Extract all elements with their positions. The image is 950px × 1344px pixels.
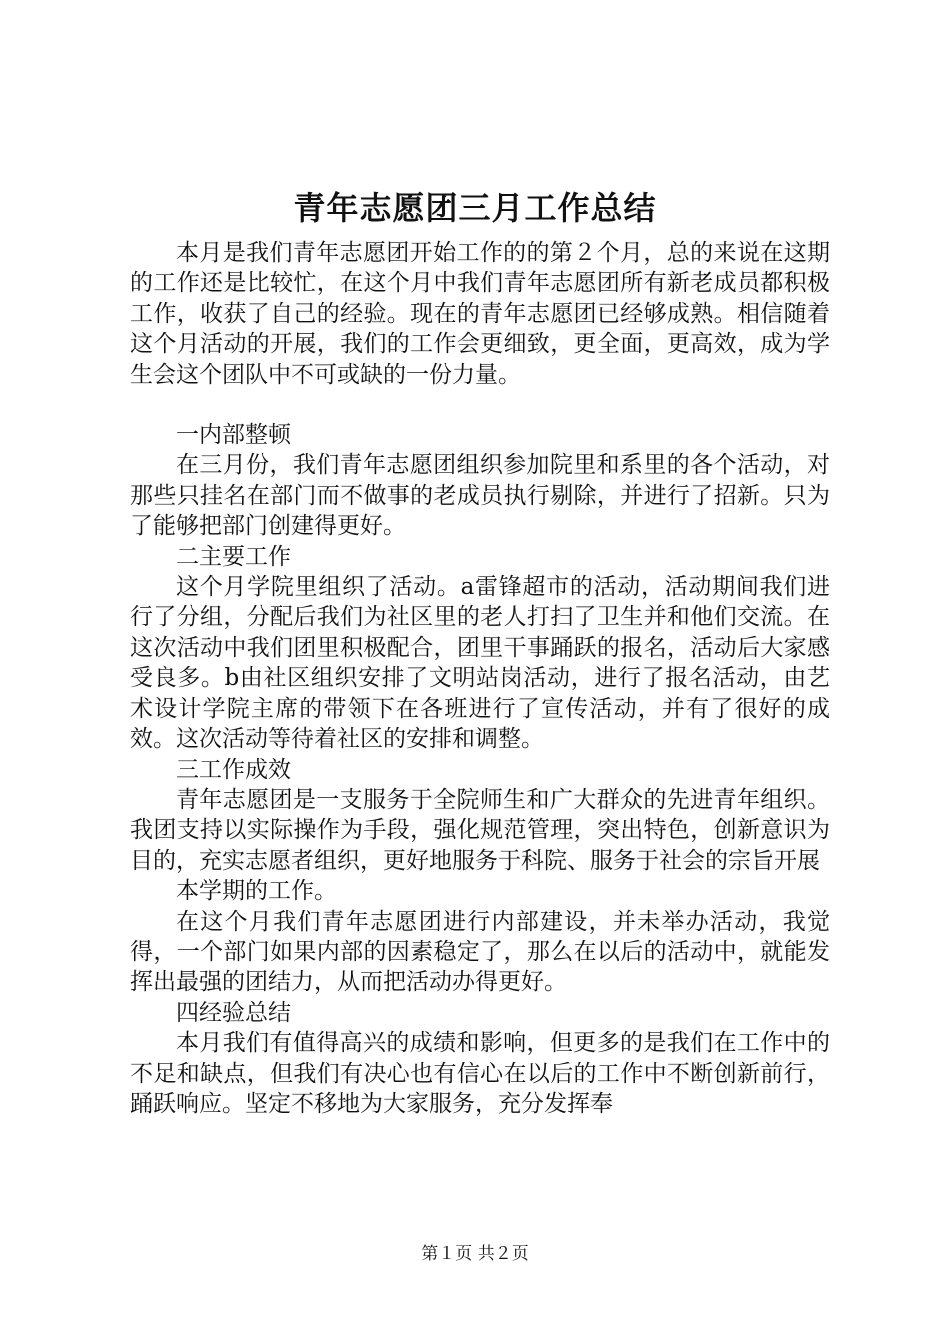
section-paragraph: 在这个月我们青年志愿团进行内部建设，并未举办活动，我觉得，一个部门如果内部的因素稳定了，那么在以后的活动中，就能发挥出最强的团结力，从而把活动办得更好。 bbox=[130, 908, 830, 996]
intro-paragraph: 本月是我们青年志愿团开始工作的的第２个月，总的来说在这期的工作还是比较忙，在这个月中我们青年志愿团所有新老成员都积极工作，收获了自己的经验。现在的青年志愿团已经够成熟。相信随着这个月活动的开展，我们的工作会更细致，更全面，更高效，成为学生会这个团队中不可或缺的一份力量。 bbox=[130, 240, 830, 388]
page-title: 青年志愿团三月工作总结 bbox=[293, 189, 657, 227]
section-heading-main-work: 二主要工作 bbox=[176, 543, 291, 570]
page-footer: 第１页 共２页 bbox=[421, 1244, 529, 1264]
section-heading-summary: 四经验总结 bbox=[176, 999, 291, 1026]
section-paragraph: 这个月学院里组织了活动。a雷锋超市的活动，活动期间我们进行了分组，分配后我们为社区里的老人打扫了卫生并和他们交流。在这次活动中我们团里积极配合，团里干事踊跃的报名，活动后大家感受良多。b由社区组织安排了文明站岗活动，进行了报名活动，由艺术设计学院主席的带领下在各班进行了宣传活动，并有了很好的成效。这次活动等待着社区的安排和调整。 bbox=[130, 574, 830, 753]
section-paragraph: 青年志愿团是一支服务于全院师生和广大群众的先进青年组织。我团支持以实际操作为手段，强化规范管理，突出特色，创新意识为目的，充实志愿者组织，更好地服务于科院、服务于社会的宗旨开展 bbox=[130, 786, 830, 874]
paragraph-spacer bbox=[130, 390, 830, 420]
section-heading-internal: 一内部整顿 bbox=[176, 422, 291, 449]
document-body bbox=[130, 238, 830, 1119]
section-heading-semester-work: 本学期的工作。 bbox=[176, 878, 337, 905]
section-heading-results: 三工作成效 bbox=[176, 756, 291, 783]
section-paragraph: 本月我们有值得高兴的成绩和影响，但更多的是我们在工作中的不足和缺点，但我们有决心也有信心在以后的工作中不断创新前行，踊跃响应。坚定不移地为大家服务，充分发挥奉 bbox=[130, 1030, 830, 1117]
section-paragraph: 在三月份，我们青年志愿团组织参加院里和系里的各个活动，对那些只挂名在部门而不做事的老成员执行剔除，并进行了招新。只为了能够把部门创建得更好。 bbox=[130, 452, 830, 540]
